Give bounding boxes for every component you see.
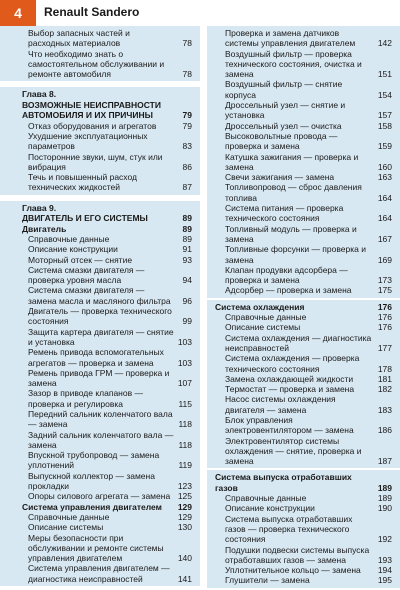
- toc-entry-page: 154: [377, 89, 392, 100]
- toc-entry-page: 93: [182, 254, 192, 265]
- toc-entry-page: 164: [377, 213, 392, 224]
- toc-entry-page: 195: [377, 575, 392, 586]
- toc-entry-text: Воздушный фильтр — проверка технического состояния, очистка и замена: [225, 48, 362, 80]
- toc-entry-page: 189: [377, 493, 392, 504]
- toc-entry-page: 176: [377, 312, 392, 323]
- toc-entry-text: Топливопровод — сброс давления топлива: [225, 182, 362, 203]
- toc-entry-page: 187: [377, 456, 392, 467]
- toc-entry: [18, 522, 194, 532]
- exhaust-section: [207, 470, 400, 587]
- toc-entry-page: 177: [377, 342, 392, 353]
- cooling-section: [207, 300, 400, 469]
- toc-entry: [18, 172, 194, 193]
- toc-entry: [215, 265, 394, 286]
- toc-entry-text: Топливные форсунки — проверка и замена: [225, 244, 366, 265]
- toc-entry: [215, 493, 394, 503]
- toc-entry-text: Адсорбер — проверка и замена: [225, 285, 352, 296]
- toc-entry-text: Топливный модуль — проверка и замена: [225, 223, 357, 244]
- toc-entry-page: 123: [177, 481, 192, 492]
- toc-entry: [215, 49, 394, 80]
- toc-entry: [215, 333, 394, 354]
- toc-entry-text: Система охлаждения — диагностика неисправностей: [225, 332, 372, 353]
- toc-entry: [18, 430, 194, 451]
- toc-entry-text: Электровентилятор системы охлаждения — снятие, проверка и замена: [225, 435, 362, 467]
- toc-entry-page: 192: [377, 534, 392, 545]
- toc-entry-page: 91: [182, 244, 192, 255]
- toc-entry-text: Система выпуска отработавших газов — проверка технического состояния: [225, 513, 353, 545]
- toc-entry: [215, 203, 394, 224]
- toc-entry-text: Ремень привода вспомогательных агрегатов — проверка и замена: [28, 347, 164, 368]
- engine-subsection-title: Двигатель 89: [22, 223, 192, 234]
- toc-entry-page: 167: [377, 233, 392, 244]
- toc-entry-text: Описание конструкции: [225, 503, 315, 514]
- toc-entry: [18, 255, 194, 265]
- toc-entry: [215, 172, 394, 182]
- toc-entry-page: 78: [182, 69, 192, 80]
- toc-entry-page: 176: [377, 322, 392, 333]
- toc-entry-page: 119: [178, 460, 192, 471]
- toc-entry-text: Свечи зажигания — замена: [225, 172, 335, 183]
- engine-control-subsection-title: Система управления двигателем 129: [22, 501, 192, 512]
- toc-entry-text: Задний сальник коленчатого вала — замена: [28, 429, 174, 450]
- toc-entry-page: 163: [377, 172, 392, 183]
- toc-entry-text: Посторонние звуки, шум, стук или вибрация: [28, 151, 163, 172]
- toc-entry-text: Дроссельный узел — очистка: [225, 120, 342, 131]
- toc-entry: [215, 503, 394, 513]
- toc-entry-page: 118: [178, 419, 192, 430]
- toc-entry: [18, 368, 194, 389]
- toc-entry-text: Описание системы: [28, 522, 104, 533]
- toc-entry-text: Ухудшение эксплуатационных параметров: [28, 130, 148, 152]
- toc-entry: [215, 436, 394, 467]
- chapter-8-section: [0, 87, 200, 194]
- toc-entry-text: Передний сальник коленчатого вала — замена: [28, 408, 173, 430]
- toc-entry-page: 182: [377, 384, 392, 395]
- toc-entry-text: Воздушный фильтр — снятие корпуса: [225, 79, 343, 100]
- toc-left-column: [0, 26, 200, 588]
- toc-entry: [215, 394, 394, 415]
- toc-entry-page: 94: [182, 275, 192, 286]
- toc-entry-text: Зазор в приводе клапанов — проверка и регулировка: [28, 388, 143, 409]
- toc-entry-page: 142: [377, 38, 392, 49]
- toc-entry: [18, 563, 194, 584]
- toc-entry: [18, 450, 194, 471]
- toc-entry-page: 173: [377, 275, 392, 286]
- toc-entry: [18, 121, 194, 131]
- toc-entry: [215, 285, 394, 295]
- toc-entry: [18, 131, 194, 152]
- toc-entry-text: Катушка зажигания — проверка и замена: [225, 151, 359, 172]
- toc-entry-page: 130: [177, 522, 192, 533]
- toc-entry-text: Клапан продувки адсорбера — проверка и замена: [225, 264, 348, 286]
- toc-entry-page: 190: [377, 503, 392, 514]
- toc-entry: [215, 224, 394, 245]
- toc-entry: [215, 79, 394, 100]
- toc-entry-page: 115: [178, 398, 192, 409]
- toc-entry-page: 141: [177, 573, 192, 584]
- toc-entry: [215, 182, 394, 203]
- book-title: Renault Sandero: [44, 5, 140, 19]
- toc-entry: [215, 575, 394, 585]
- toc-entry-page: 83: [182, 141, 192, 152]
- toc-entry-text: Насос системы охлаждения двигателя — замена: [225, 394, 336, 415]
- chapter-9-section: [0, 201, 200, 586]
- toc-entry-text: Справочные данные: [225, 493, 307, 504]
- toc-entry: [18, 234, 194, 244]
- toc-entry-page: 193: [377, 554, 392, 565]
- toc-entry: [215, 545, 394, 566]
- toc-entry: [215, 312, 394, 322]
- toc-entry: [18, 491, 194, 501]
- right-top-section: [207, 26, 400, 298]
- toc-entry-text: Глушители — замена: [225, 575, 310, 586]
- toc-entry-text: Термостат — проверка и замена: [225, 384, 355, 395]
- toc-entry-page: 125: [177, 491, 192, 502]
- toc-entry-text: Подушки подвески системы выпуска отработавших газов — замена: [225, 544, 370, 565]
- toc-entry-page: 175: [377, 285, 392, 296]
- toc-entry: [18, 306, 194, 327]
- toc-entry-text: Система управления двигателем — диагностика неисправностей: [28, 563, 170, 584]
- chapter-8-title: ВОЗМОЖНЫЕ НЕИСПРАВНОСТИ АВТОМОБИЛЯ И ИХ ПРИЧИНЫ 79: [22, 100, 192, 121]
- toc-entry: [215, 244, 394, 265]
- table-of-contents: [0, 26, 400, 586]
- toc-entry-text: Справочные данные: [28, 233, 110, 244]
- toc-entry-page: 186: [377, 425, 392, 436]
- toc-entry-text: Описание системы: [225, 322, 301, 333]
- page-header: [0, 0, 400, 26]
- intro-section: [0, 26, 200, 81]
- toc-entry-text: Высоковольтные провода — проверка и замена: [225, 130, 338, 152]
- toc-entry-page: 194: [377, 565, 392, 576]
- toc-entry-text: Уплотнительное кольцо — замена: [225, 565, 361, 576]
- toc-entry-text: Опоры силового агрегата — замена: [28, 491, 171, 502]
- toc-entry: [215, 353, 394, 374]
- toc-entry-page: 129: [177, 511, 192, 522]
- toc-entry: [18, 285, 194, 306]
- toc-entry-text: Двигатель — проверка технического состояния: [28, 306, 172, 327]
- toc-entry-text: Что необходимо знать о самостоятельном обслуживании и ремонте автомобиля: [28, 48, 165, 80]
- toc-entry: [215, 152, 394, 173]
- toc-entry-text: Течь и повышенный расход технических жидкостей: [28, 172, 137, 193]
- toc-entry-text: Описание конструкции: [28, 244, 118, 255]
- toc-entry-page: 96: [182, 295, 192, 306]
- toc-entry-page: 151: [377, 69, 392, 80]
- toc-entry-page: 169: [377, 254, 392, 265]
- chapter-9-label: Глава 9.: [22, 202, 57, 213]
- toc-entry-page: 183: [377, 404, 392, 415]
- toc-entry: [18, 388, 194, 409]
- toc-entry-text: Справочные данные: [28, 511, 110, 522]
- toc-entry-page: 103: [177, 336, 192, 347]
- toc-entry-text: Система питания — проверка технического состояния: [225, 203, 344, 224]
- toc-entry: [18, 409, 194, 430]
- toc-entry-page: 181: [377, 373, 392, 384]
- toc-entry-text: Система охлаждения — проверка технического состояния: [225, 353, 360, 374]
- toc-entry: [215, 384, 394, 394]
- toc-entry-text: Блок управления электровентилятором — замена: [225, 414, 354, 436]
- toc-entry-text: Выпускной коллектор — замена прокладки: [28, 470, 155, 492]
- toc-entry-text: Ремень привода ГРМ — проверка и замена: [28, 367, 170, 389]
- toc-entry-page: 158: [377, 120, 392, 131]
- toc-entry-text: Система смазки двигателя — проверка уровня масла: [28, 264, 145, 286]
- toc-entry: [18, 533, 194, 564]
- chapter-9-title: ДВИГАТЕЛЬ И ЕГО СИСТЕМЫ 89: [22, 213, 192, 224]
- toc-entry: [215, 121, 394, 131]
- toc-entry-page: 99: [182, 316, 192, 327]
- exhaust-subsection-title: Система выпуска отработавших газов 189: [215, 472, 392, 493]
- toc-entry-page: 79: [182, 120, 192, 131]
- toc-entry-text: Защита картера двигателя — снятие и установка: [28, 326, 174, 347]
- page-number-badge: [0, 0, 36, 26]
- toc-entry: [215, 374, 394, 384]
- toc-entry-text: Моторный отсек — снятие: [28, 254, 133, 265]
- toc-entry: [215, 514, 394, 545]
- toc-entry-page: 164: [377, 192, 392, 203]
- toc-entry: [18, 152, 194, 173]
- toc-entry-page: 159: [377, 141, 392, 152]
- toc-entry: [18, 347, 194, 368]
- chapter-8-label: Глава 8.: [22, 89, 57, 100]
- toc-entry: [18, 471, 194, 492]
- toc-entry-page: 87: [182, 182, 192, 193]
- toc-entry-page: 86: [182, 161, 192, 172]
- toc-entry-page: 140: [177, 553, 192, 564]
- toc-entry-text: Справочные данные: [225, 312, 307, 323]
- toc-entry: [215, 415, 394, 436]
- toc-entry-page: 89: [182, 233, 192, 244]
- toc-entry: [18, 49, 194, 80]
- toc-entry: [215, 322, 394, 332]
- toc-entry: [18, 512, 194, 522]
- toc-entry-page: 78: [182, 38, 192, 49]
- toc-entry-text: Меры безопасности при обслуживании и ремонте системы управления двигателем: [28, 532, 164, 564]
- toc-entry: [215, 28, 394, 49]
- toc-entry-text: Система смазки двигателя — замена масла и масляного фильтра: [28, 285, 171, 306]
- toc-entry-text: Дроссельный узел — снятие и установка: [225, 100, 346, 121]
- toc-entry-text: Отказ оборудования и агрегатов: [28, 120, 157, 131]
- toc-entry-page: 107: [177, 378, 192, 389]
- toc-entry-page: 103: [177, 357, 192, 368]
- toc-entry-page: 157: [377, 110, 392, 121]
- toc-right-column: [207, 26, 400, 590]
- toc-entry: [18, 28, 194, 49]
- toc-entry: [18, 327, 194, 348]
- toc-entry: [215, 565, 394, 575]
- toc-entry-page: 118: [178, 439, 192, 450]
- page-number: 4: [14, 5, 22, 21]
- toc-entry-page: 160: [377, 161, 392, 172]
- toc-entry: [215, 131, 394, 152]
- toc-entry: [18, 244, 194, 254]
- toc-entry: [215, 100, 394, 121]
- cooling-subsection-title: Система охлаждения 176: [215, 301, 392, 312]
- toc-entry-text: Проверка и замена датчиков системы управления двигателем: [225, 28, 356, 49]
- toc-entry-text: Замена охлаждающей жидкости: [225, 373, 354, 384]
- toc-entry-text: Выбор запасных частей и расходных материалов: [28, 28, 130, 49]
- toc-entry-text: Впускной трубопровод — замена уплотнений: [28, 450, 160, 471]
- toc-entry-page: 178: [377, 363, 392, 374]
- toc-entry: [18, 265, 194, 286]
